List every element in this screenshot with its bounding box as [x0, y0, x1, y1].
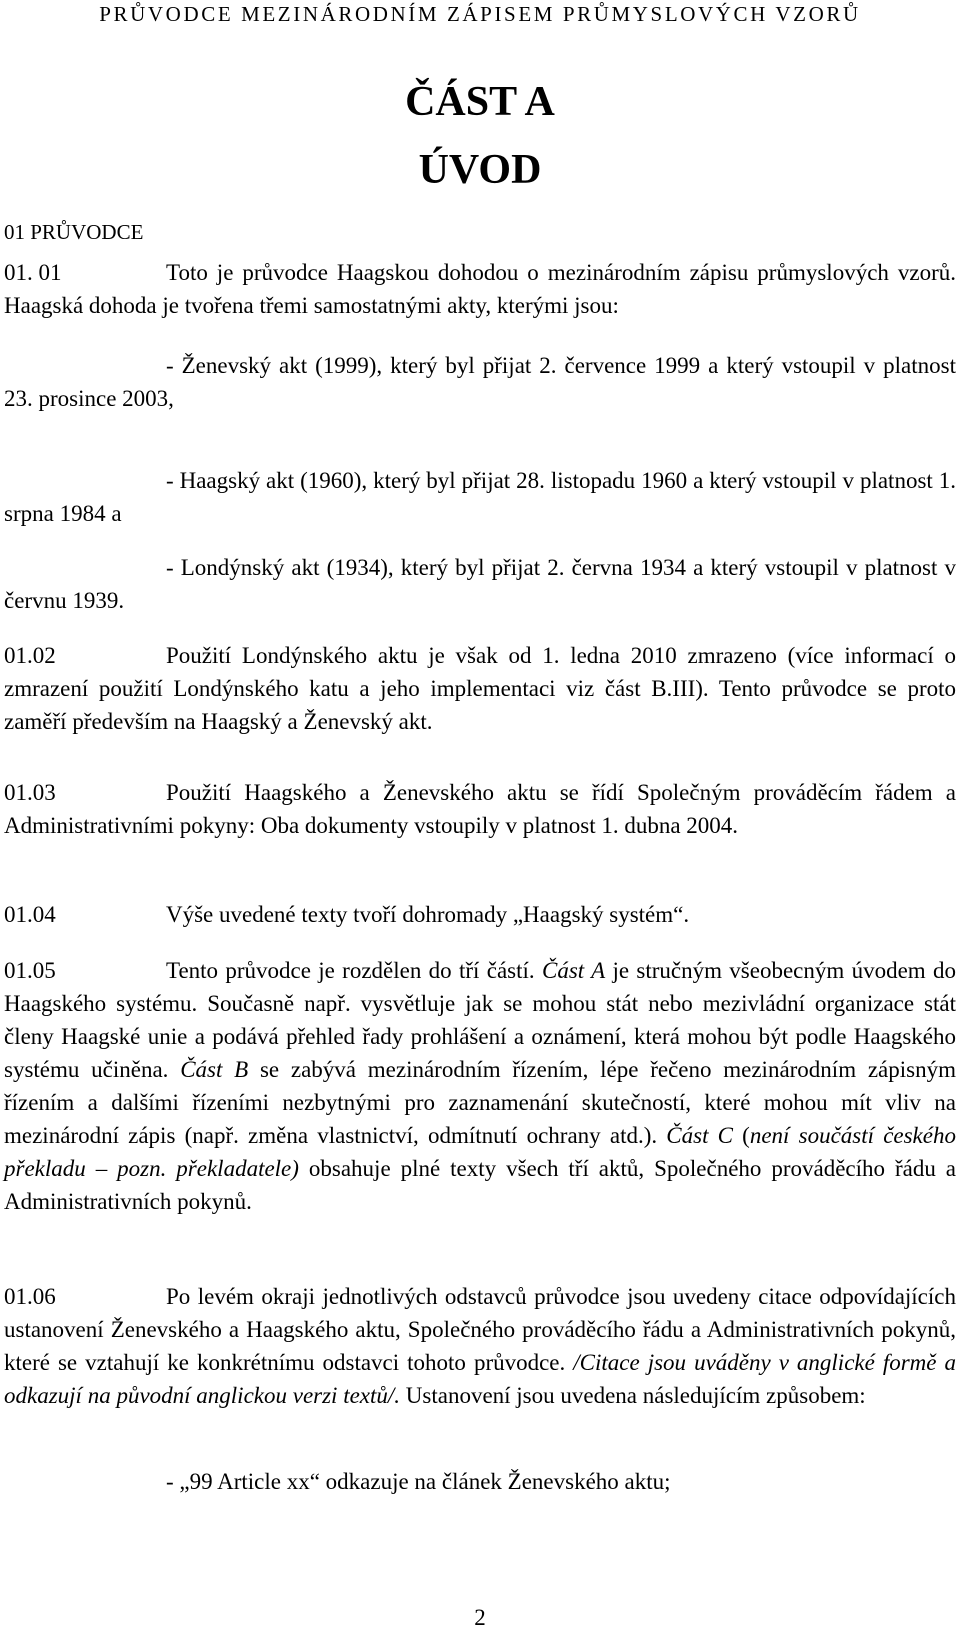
running-header: PRŮVODCE MEZINÁRODNÍM ZÁPISEM PRŮMYSLOVÝCH VZORŮ: [99, 2, 861, 26]
paragraph-text: obsahuje plné texty všech tří aktů, Společného prováděcího řádu a Administrativních pokynů.: [4, 1156, 957, 1214]
paragraph-01-05: [4, 954, 956, 1218]
paragraph-01-02: [4, 639, 956, 738]
paragraph-text: Toto je průvodce Haagskou dohodou o mezinárodním zápisu průmyslových vzorů. Haagská dohoda je tvořena třemi samostatnými akty, kterými jsou:: [4, 260, 956, 318]
paragraph-number: 01. 01: [4, 260, 62, 285]
paragraph-number: 01.06: [4, 1284, 56, 1309]
paragraph-text: Ustanovení jsou uvedena následujícím způsobem:: [400, 1383, 866, 1408]
paragraph-number: 01.02: [4, 643, 56, 668]
paragraph-text: Po levém okraji jednotlivých odstavců průvodce jsou uvedeny citace odpovídajících ustanovení Ženevského a Haagského aktu, Společného prováděcího řádu a Administrativních pokynů, které se vztahují ke konkrétnímu odstavci tohoto průvodce.: [4, 1284, 956, 1375]
part-subtitle: ÚVOD: [418, 147, 542, 193]
part-reference: Část B: [180, 1057, 249, 1082]
part-reference: Část C: [666, 1123, 733, 1148]
page-number: 2: [474, 1605, 486, 1630]
list-item-geneva-act: [4, 349, 956, 415]
list-item-london-act: [4, 551, 956, 617]
list-item-text: - Londýnský akt (1934), který byl přijat 2. června 1934 a který vstoupil v platnost v červnu 1939.: [4, 555, 956, 613]
paragraph-number: 01.04: [4, 902, 56, 927]
list-item-text: - Ženevský akt (1999), který byl přijat 2. července 1999 a který vstoupil v platnost 23. prosince 2003,: [4, 353, 956, 411]
part-reference: Část A: [541, 958, 606, 983]
paragraph-text: (: [733, 1123, 750, 1148]
list-item-article-reference: [4, 1465, 956, 1498]
paragraph-number: 01.05: [4, 958, 56, 983]
part-title: ČÁST A: [405, 79, 555, 125]
citation-note: /Citace jsou uváděny v anglické formě a odkazují na původní anglickou verzi textů/.: [4, 1350, 956, 1408]
paragraph-01-04: [4, 898, 956, 931]
section-label: 01 PRŮVODCE: [4, 220, 144, 244]
paragraph-text: se zabývá mezinárodním řízením, lépe řečeno mezinárodním zápisným řízením a dalšími řízeními nezbytnými pro zaznamenání skutečností, které mohou mít vliv na mezinárodní zápis (např. změna vlastnictví, odmítnutí ochrany atd.).: [4, 1057, 957, 1148]
paragraph-01-06: [4, 1280, 956, 1412]
paragraph-01-01: [4, 256, 956, 322]
list-item-hague-act: [4, 464, 956, 530]
list-item-text: - Haagský akt (1960), který byl přijat 28. listopadu 1960 a který vstoupil v platnost 1. srpna 1984 a: [4, 468, 956, 526]
translator-note: není součástí českého překladu – pozn. překladatele): [4, 1123, 956, 1181]
paragraph-text: je stručným všeobecným úvodem do Haagského systému. Současně např. vysvětluje jak se mohou stát nebo mezivládní organizace stát členy Haagské unie a podává přehled řady prohlášení a oznámení, která mohou být podle Haagského systému učiněna.: [4, 958, 956, 1082]
paragraph-text: Použití Londýnského aktu je však od 1. ledna 2010 zmrazeno (více informací o zmrazení použití Londýnského katu a jeho implementaci viz část B.III). Tento průvodce se proto zaměří především na Haagský a Ženevský akt.: [4, 643, 956, 734]
paragraph-number: 01.03: [4, 780, 56, 805]
paragraph-text: Výše uvedené texty tvoří dohromady „Haagský systém“.: [166, 902, 690, 927]
paragraph-01-03: [4, 776, 956, 842]
list-item-text: - „99 Article xx“ odkazuje na článek Ženevského aktu;: [166, 1469, 671, 1494]
paragraph-text: Tento průvodce je rozdělen do tří částí.: [166, 958, 542, 983]
paragraph-text: Použití Haagského a Ženevského aktu se řídí Společným prováděcím řádem a Administrativními pokyny: Oba dokumenty vstoupily v platnost 1. dubna 2004.: [4, 780, 956, 838]
